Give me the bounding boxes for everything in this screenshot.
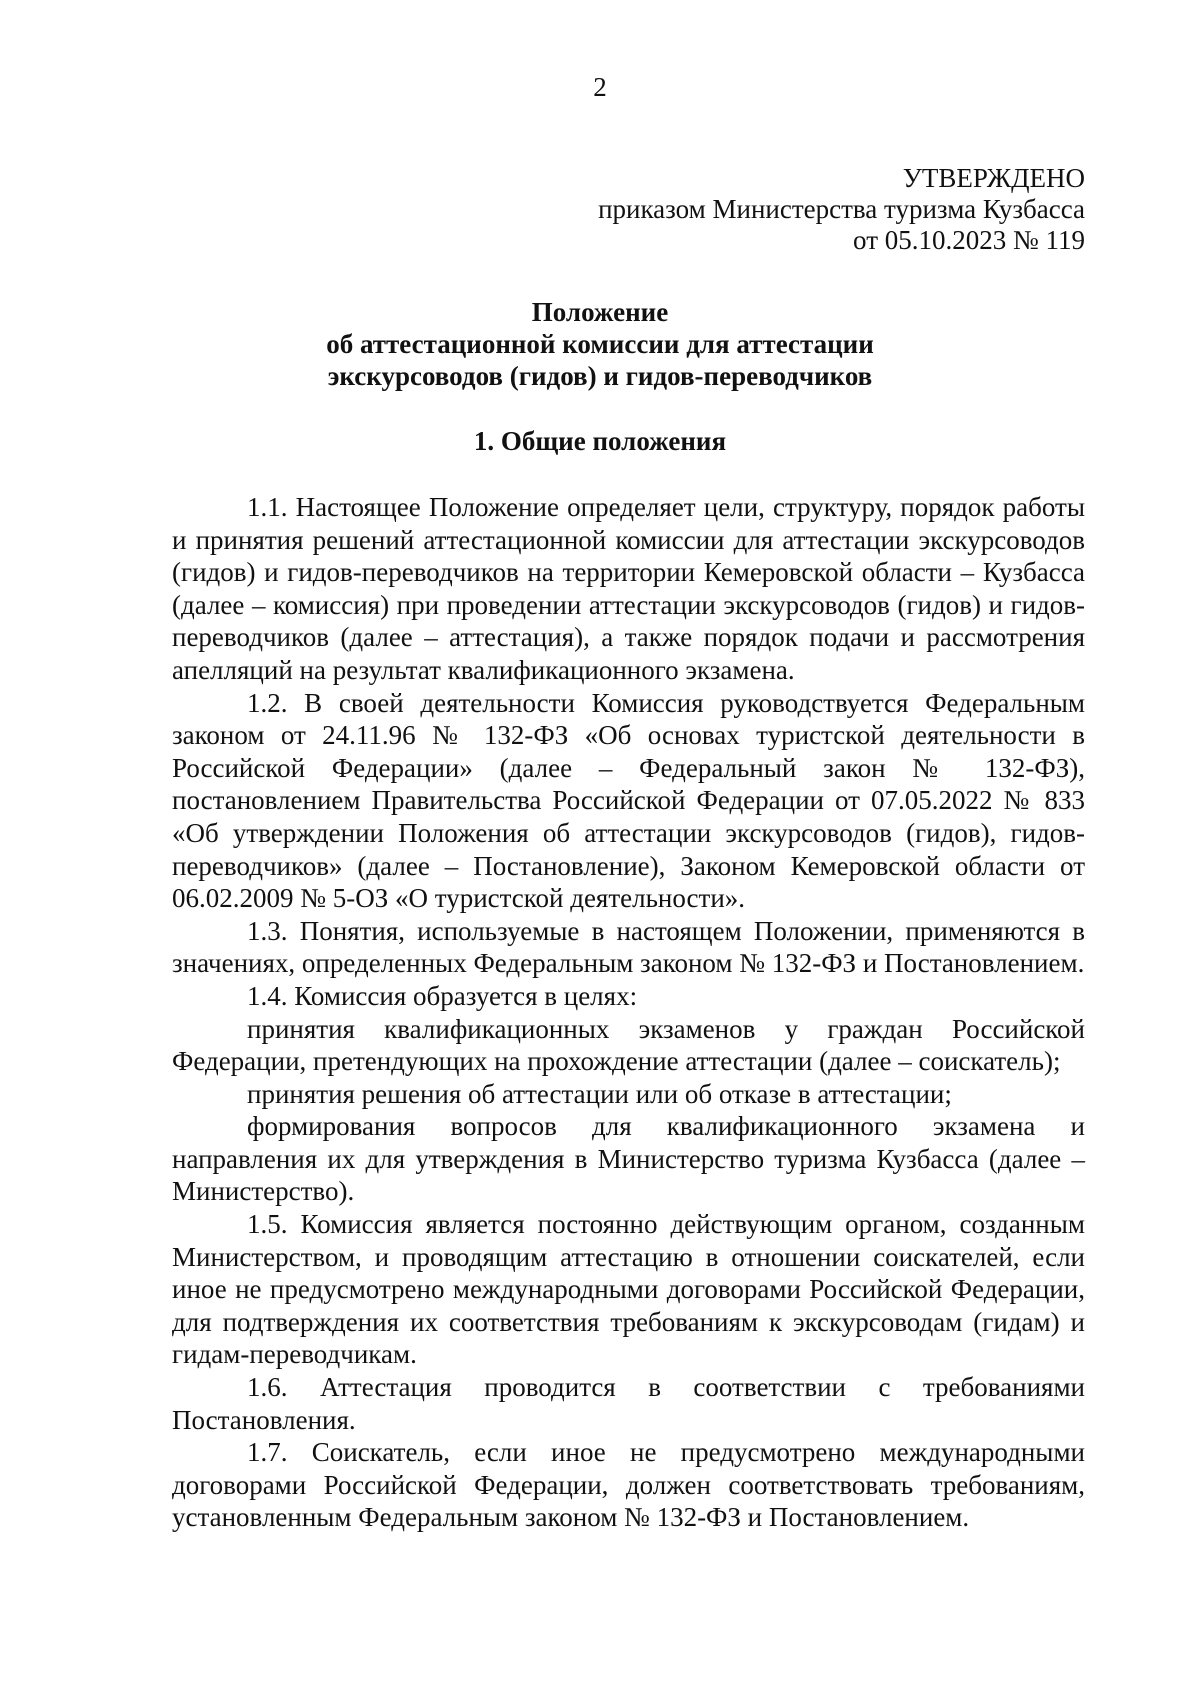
paragraph-1-7: 1.7. Соискатель, если иное не предусмотрено международными договорами Российской Федерации, должен соответствовать требованиям, установленным Федеральным законом № 132-ФЗ и Постановлением. <box>172 1437 1085 1533</box>
paragraph-1-4-item-2: принятия решения об аттестации или об отказе в аттестации; <box>247 1078 952 1109</box>
paragraph-1-4-item-1: принятия квалификационных экзаменов у граждан Российской Федерации, претендующих на прохождение аттестации (далее – соискатель); <box>172 1013 1085 1077</box>
paragraph-1-5: 1.5. Комиссия является постоянно действующим органом, созданным Министерством, и проводящим аттестацию в отношении соискателей, если иное не предусмотрено международными договорами Российской Федерации, для подтверждения их соответствия требованиям к экскурсоводам (гидам) и гидам-переводчикам. <box>172 1209 1085 1370</box>
approval-order-issuer: приказом Министерства туризма Кузбасса <box>598 194 1085 224</box>
approval-stamp-block <box>598 163 1085 256</box>
document-title-line-1: Положение <box>531 297 669 327</box>
paragraph-1-3: 1.3. Понятия, используемые в настоящем Положении, применяются в значениях, определенных Федеральным законом № 132-ФЗ и Постановлением. <box>172 915 1085 979</box>
document-body <box>172 491 1085 1534</box>
approval-order-date-number: от 05.10.2023 № 119 <box>853 225 1085 255</box>
paragraph-1-2: 1.2. В своей деятельности Комиссия руководствуется Федеральным законом от 24.11.96 № 132-ФЗ «Об основах туристской деятельности в Российской Федерации» (далее – Федеральный закон № 132-ФЗ), постановлением Правительства Российской Федерации от 07.05.2022 № 833 «Об утверждении Положения об аттестации экскурсоводов (гидов), гидов-переводчиков» (далее – Постановление), Законом Кемеровской области от 06.02.2009 № 5-ОЗ «О туристской деятельности». <box>172 687 1085 914</box>
paragraph-1-6: 1.6. Аттестация проводится в соответствии с требованиями Постановления. <box>172 1372 1085 1435</box>
paragraph-1-4-item-3: формирования вопросов для квалификационного экзамена и направления их для утверждения в Министерство туризма Кузбасса (далее – Министерство). <box>172 1111 1085 1207</box>
document-title-line-3: экскурсоводов (гидов) и гидов-переводчиков <box>327 361 873 391</box>
page-number: 2 <box>593 72 607 102</box>
paragraph-1-4: 1.4. Комиссия образуется в целях: <box>247 980 638 1011</box>
approval-status: УТВЕРЖДЕНО <box>902 163 1085 193</box>
paragraph-1-1: 1.1. Настоящее Положение определяет цели, структуру, порядок работы и принятия решений аттестационной комиссии для аттестации экскурсоводов (гидов) и гидов-переводчиков на территории Кемеровской области – Кузбасса (далее – комиссия) при проведении аттестации экскурсоводов (гидов) и гидов-переводчиков (далее – аттестация), а также порядок подачи и рассмотрения апелляций на результат квалификационного экзамена. <box>172 492 1085 685</box>
section-heading: 1. Общие положения <box>473 426 727 456</box>
document-title-line-2: об аттестационной комиссии для аттестации <box>326 329 874 359</box>
document-title <box>0 296 1200 392</box>
